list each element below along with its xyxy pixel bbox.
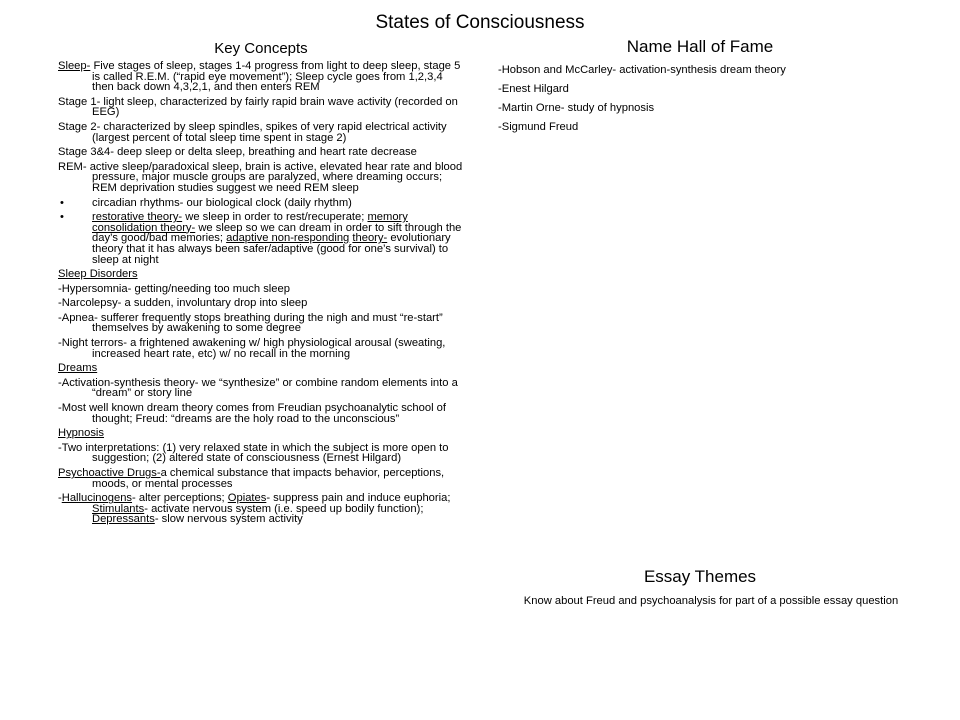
psychoactive-drugs-paragraph <box>58 468 464 489</box>
stimulants-label: Stimulants <box>92 502 145 515</box>
restorative-theory-text: we sleep in order to rest/recuperate; <box>182 211 368 224</box>
theory-label: theory- <box>352 232 388 245</box>
page-title: States of Consciousness <box>375 12 585 33</box>
hypnosis-paragraph: -Two interpretations: (1) very relaxed state in which the subject is more open to suggestion; (2) altered state of consciousness (Ernest Hilgard) <box>58 441 449 465</box>
hypnosis-heading: Hypnosis <box>58 427 105 440</box>
hall-of-fame-item: -Enest Hilgard <box>498 83 569 95</box>
drug-types-paragraph <box>58 493 464 525</box>
hall-of-fame-item: -Sigmund Freud <box>498 121 579 133</box>
hypersomnia-paragraph: -Hypersomnia- getting/needing too much sleep <box>58 282 290 295</box>
sleep-paragraph <box>58 61 464 93</box>
psychoactive-drugs-label: Psychoactive Drugs- <box>58 467 161 479</box>
night-terrors-paragraph: -Night terrors- a frightened awakening w/ high physiological arousal (sweating, increased heart rate, etc) w/ no recall in the morning <box>58 337 446 360</box>
essay-themes-section <box>480 566 920 608</box>
depressants-text: - slow nervous system activity <box>154 513 303 526</box>
depressants-label: Depressants <box>92 513 155 526</box>
circadian-text: circadian rhythms- our biological clock (daily rhythm) <box>92 196 352 209</box>
hall-of-fame-heading: Name Hall of Fame <box>626 37 774 56</box>
rem-paragraph: REM- active sleep/paradoxical sleep, brain is active, elevated hear rate and blood pressure, major muscle groups are paralyzed, where dreaming occurs; REM deprivation studies suggest we need REM sleep <box>58 160 463 194</box>
hall-of-fame-item: -Hobson and McCarley- activation-synthesis dream theory <box>498 64 786 76</box>
psychoactive-drugs-text: a chemical substance that impacts behavior, perceptions, moods, or mental processes <box>92 467 445 490</box>
stimulants-text: - activate nervous system (i.e. speed up bodily function); <box>144 502 424 515</box>
memory-consolidation-text: we sleep so we can dream in order to sift through the day’s good/bad memories; <box>92 221 462 245</box>
stage34-paragraph: Stage 3&4- deep sleep or delta sleep, breathing and heart rate decrease <box>58 146 417 159</box>
stage1-paragraph: Stage 1- light sleep, characterized by fairly rapid brain wave activity (recorded on EEG) <box>58 95 458 119</box>
bullet-icon: • <box>60 196 64 209</box>
key-concepts-column <box>58 40 464 529</box>
sleep-label: Sleep- <box>58 60 91 72</box>
sleep-theories-bullet <box>58 212 464 265</box>
stage2-paragraph: Stage 2- characterized by sleep spindles, spikes of very rapid electrical activity (largest percent of total sleep time spent in stage 2) <box>58 120 447 144</box>
essay-themes-text: Know about Freud and psychoanalysis for part of a possible essay question <box>523 595 899 607</box>
essay-themes-heading: Essay Themes <box>643 567 757 586</box>
sleep-text: Five stages of sleep, stages 1-4 progress from light to deep sleep, stage 5 is called R.E.M. (“rapid eye movement”); Sleep cycle goes from 1,2,3,4 then back down 4,3,2,1, and then enters REM <box>90 60 461 94</box>
hallucinogens-label: Hallucinogens <box>61 492 133 505</box>
key-concepts-heading: Key Concepts <box>214 40 308 57</box>
bullet-icon: • <box>60 211 64 224</box>
hall-of-fame-section <box>480 36 920 140</box>
restorative-theory-label: restorative theory- <box>92 211 183 224</box>
hallucinogens-text: - alter perceptions; <box>132 492 228 505</box>
sleep-disorders-heading: Sleep Disorders <box>58 268 138 281</box>
adaptive-nonresponding-label: adaptive non-responding <box>226 232 350 245</box>
activation-synthesis-paragraph: -Activation-synthesis theory- we “synthesize” or combine random elements into a “dream” or story line <box>58 376 458 400</box>
opiates-label: Opiates <box>227 492 267 505</box>
opiates-text: - suppress pain and induce euphoria; <box>266 492 451 505</box>
freudian-paragraph: -Most well known dream theory comes from Freudian psychoanalytic school of thought; Freud: “dreams are the holy road to the unconscious” <box>58 402 446 425</box>
adaptive-nonresponding-text: evolutionary theory that it has always been safer/adaptive (good for one’s survival) to sleep at night <box>92 232 451 266</box>
narcolepsy-paragraph: -Narcolepsy- a sudden, involuntary drop into sleep <box>58 297 308 310</box>
apnea-paragraph: -Apnea- sufferer frequently stops breathing during the nigh and must “re-start” themselves by awakening to some degree <box>58 311 443 335</box>
dreams-heading: Dreams <box>58 362 98 375</box>
memory-consolidation-label: memory consolidation theory- <box>92 211 408 234</box>
dash: - <box>58 492 62 505</box>
hall-of-fame-item: -Martin Orne- study of hypnosis <box>498 102 655 114</box>
circadian-bullet <box>58 198 464 209</box>
